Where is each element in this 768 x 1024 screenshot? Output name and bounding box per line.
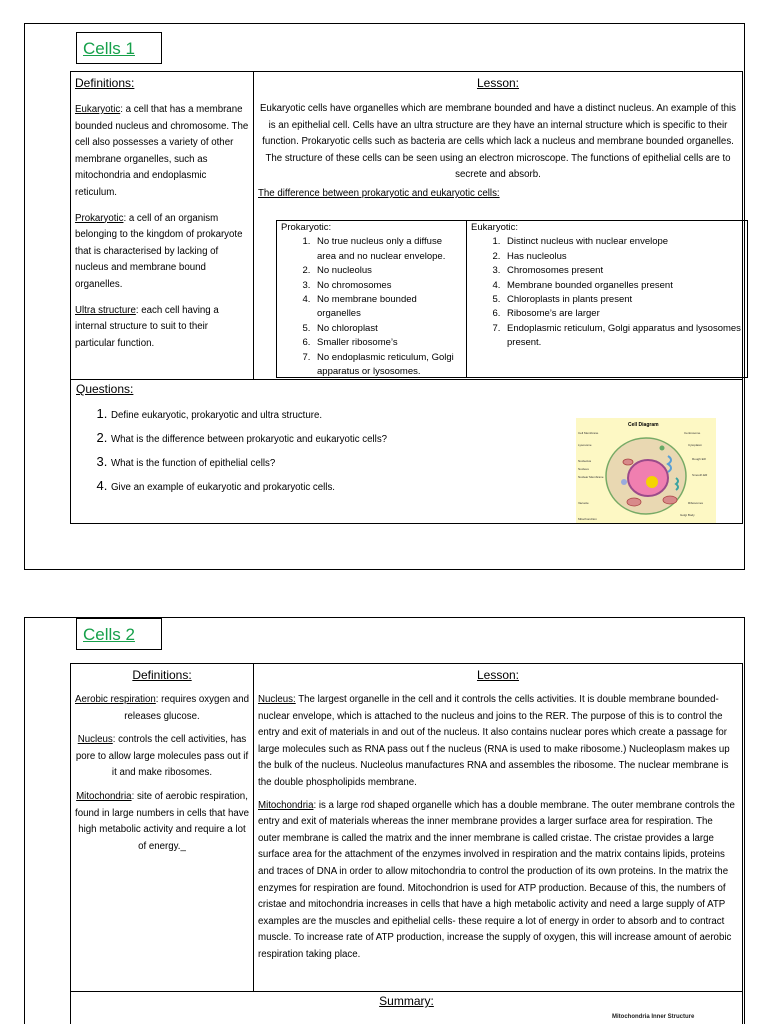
list-item: 1. No true nucleus only a diffuse area and no nuclear envelope. xyxy=(313,235,462,264)
mitochondria-image-caption: Mitochondria Inner Structure xyxy=(612,1014,695,1020)
diagram-label: Vacuole xyxy=(578,501,589,505)
diagram-label: Centrosome xyxy=(684,431,701,435)
paragraph-term: Nucleus: xyxy=(258,694,296,705)
lesson-heading: Lesson: xyxy=(476,76,520,90)
definition-text: : a cell of an organism belonging to the kingdom of prokaryote that is characterised by lacking of nucleus and membrane bound organelles. xyxy=(75,212,243,290)
diagram-label: Mitochondrion xyxy=(578,517,597,521)
prokaryotic-column xyxy=(277,221,467,377)
paragraph-term: Mitochondria xyxy=(258,799,314,811)
list-item: 5. No chloroplast xyxy=(313,322,462,336)
definition-item xyxy=(75,211,249,294)
definition-item xyxy=(75,102,249,202)
definition-text: : controls the cell activities, has pore to allow large molecules pass out if it and make ribosomes. xyxy=(75,734,249,779)
eukaryotic-column xyxy=(467,221,747,377)
definitions-heading: Definitions: xyxy=(132,668,192,682)
worksheet-cells-2 xyxy=(24,617,745,1024)
diagram-label: Nucleus xyxy=(578,467,589,471)
definitions-column xyxy=(71,72,254,379)
definition-item xyxy=(75,303,249,353)
list-item: 6. Smaller ribosome’s xyxy=(313,336,462,350)
paragraph-text: The largest organelle in the cell and it controls the cells activities. It is double membrane bounded- nuclear envelope, which is attached to the nucleus and joins to the RER. The purpose of this is to control the entry and exit of materials in and out of the nucleus. It also contains nuclear pores which create a passage for large molecules such as RNA pass out f the nucleus (RNA is used to make ribosome.) Nucleoplasm makes up the bulk of the nucleus. Nucleolus manufactures RNA and assembles the ribosome. The nuclear membrane is the double phospholipids membrane. xyxy=(258,694,730,788)
diagram-label: Nucleolus xyxy=(578,459,592,463)
list-item: 3. No chromosomes xyxy=(313,279,462,293)
question-item: 2. What is the difference between prokaryotic and eukaryotic cells? xyxy=(111,430,742,445)
definition-term: Aerobic respiration xyxy=(75,694,156,705)
comparison-table xyxy=(276,220,748,378)
list-item: 6. Ribosome’s are larger xyxy=(503,307,743,321)
definition-item xyxy=(75,692,249,725)
question-item: 1. Define eukaryotic, prokaryotic and ultra structure. xyxy=(111,406,742,421)
questions-section xyxy=(71,379,742,525)
diagram-label: Ribosomes xyxy=(688,501,704,505)
diagram-label: Lysosome xyxy=(578,443,592,447)
lesson-paragraph: Eukaryotic cells have organelles which are membrane bounded and have a distinct nucleus. An example of this is an epithelial cell. Cells have an ultra structure are they have an internal structure which is specific to their function. Prokaryotic cells such as bacteria are cells which lack a nucleus and membrane bounded organelles. The structure of these cells can be seen using an electron microscope. The functions of epithelial cells are to secrete and absorb. xyxy=(259,103,737,181)
definition-item xyxy=(75,789,249,855)
diagram-label: Smooth ER xyxy=(692,473,708,477)
question-item: 3. What is the function of epithelial cells? xyxy=(111,454,742,469)
diagram-label: Nuclear Membrane xyxy=(578,475,604,479)
list-item: 5. Chloroplasts in plants present xyxy=(503,293,743,307)
worksheet-title: Cells 2 xyxy=(83,625,135,644)
diagram-label: Cytoplasm xyxy=(688,443,703,447)
worksheet-cells-1 xyxy=(24,23,745,570)
definitions-heading: Definitions: xyxy=(75,76,135,90)
worksheet-table xyxy=(70,71,743,524)
worksheet-title: Cells 1 xyxy=(83,39,135,58)
list-item: 1. Distinct nucleus with nuclear envelope xyxy=(503,235,743,249)
list-item: 7. Endoplasmic reticulum, Golgi apparatus and lysosomes present. xyxy=(503,322,743,351)
cell-diagram-svg xyxy=(576,418,716,523)
list-item: 2. Has nucleolus xyxy=(503,250,743,264)
definition-term: Ultra structure xyxy=(75,304,136,316)
definition-term: Eukaryotic xyxy=(75,104,121,115)
definition-text: : site of aerobic respiration, found in large numbers in cells that have high metabolic activity and require a lot of energy._ xyxy=(75,790,249,852)
definition-term: Prokaryotic xyxy=(75,212,124,224)
worksheet-title-box xyxy=(76,618,162,650)
list-item: 4. No membrane bounded organelles xyxy=(313,293,462,322)
eukaryotic-heading: Eukaryotic: xyxy=(471,222,518,233)
question-item: 4. Give an example of eukaryotic and prokaryotic cells. xyxy=(111,478,742,493)
lesson-column xyxy=(254,72,742,379)
lesson-heading: Lesson: xyxy=(476,668,520,682)
mitochondrion-shape xyxy=(623,459,633,465)
list-item: 7. No endoplasmic reticulum, Golgi apparatus or lysosomes. xyxy=(313,351,462,380)
definition-term: Nucleus xyxy=(77,734,113,746)
summary-heading: Summary: xyxy=(379,994,434,1008)
lesson-body xyxy=(254,685,742,964)
difference-heading: The difference between prokaryotic and eukaryotic cells: xyxy=(258,187,500,199)
definitions-column xyxy=(71,664,254,991)
nucleolus-shape xyxy=(646,476,658,488)
diagram-label: Golgi Body xyxy=(680,513,695,517)
paragraph-text: : is a large rod shaped organelle which has a double membrane. The outer membrane controls the entry and exit of materials whereas the inner membrane provides a larger surface area for respiration. The outer membrane is called the matrix and the inner membrane is called cristae. The cristae provides a large surface area for the attachment of the enzymes involved in respiration and the matrix contains lipids, proteins and traces of DNA in order to allow mitochondria to control the production of its own proteins. In the matrix the enzymes for respiration are found. Mitochondrion is used for ATP production. Because of this, the numbers of cristae and mitochondria increases in cells that have a high metabolic activity and need a large supply of ATP examples are the muscles and epithelial cells- these require a lot of energy in order to absorb and to contract muscle. To increase rate of ATP production, increase the supply of oxygen, this will increase amount of aerobic respiration taking place. xyxy=(258,799,735,960)
list-item: 4. Membrane bounded organelles present xyxy=(503,279,743,293)
diagram-title: Cell Diagram xyxy=(628,422,659,428)
questions-heading: Questions: xyxy=(76,382,134,396)
lysosome-shape xyxy=(660,446,665,451)
vacuole-shape xyxy=(621,479,627,485)
list-item: 2. No nucleolus xyxy=(313,264,462,278)
prokaryotic-heading: Prokaryotic: xyxy=(281,222,332,233)
eukaryotic-list xyxy=(471,235,743,350)
definition-text: : each cell having a internal structure to suit to their particular function. xyxy=(75,304,219,349)
definition-term: Mitochondria xyxy=(76,790,132,802)
lesson-paragraph xyxy=(258,798,736,964)
definition-item xyxy=(75,732,249,782)
prokaryotic-list xyxy=(281,235,462,379)
summary-section xyxy=(71,991,742,1024)
lesson-column xyxy=(254,664,742,991)
lesson-paragraph xyxy=(258,692,736,792)
mitochondrion-shape xyxy=(627,498,641,506)
definition-text: : requires oxygen and releases glucose. xyxy=(124,694,249,722)
mitochondrion-shape xyxy=(663,496,677,504)
diagram-label: Cell Membrane xyxy=(578,431,599,435)
definition-text: : a cell that has a membrane bounded nucleus and chromosome. The cell also possesses a variety of other membrane organelles, such as mitochondria and endoplasmic reticulum. xyxy=(75,104,249,198)
diagram-label: Rough ER xyxy=(692,457,706,461)
cell-diagram-image xyxy=(576,418,716,523)
list-item: 3. Chromosomes present xyxy=(503,264,743,278)
worksheet-title-box xyxy=(76,32,162,64)
worksheet-table xyxy=(70,663,743,1024)
